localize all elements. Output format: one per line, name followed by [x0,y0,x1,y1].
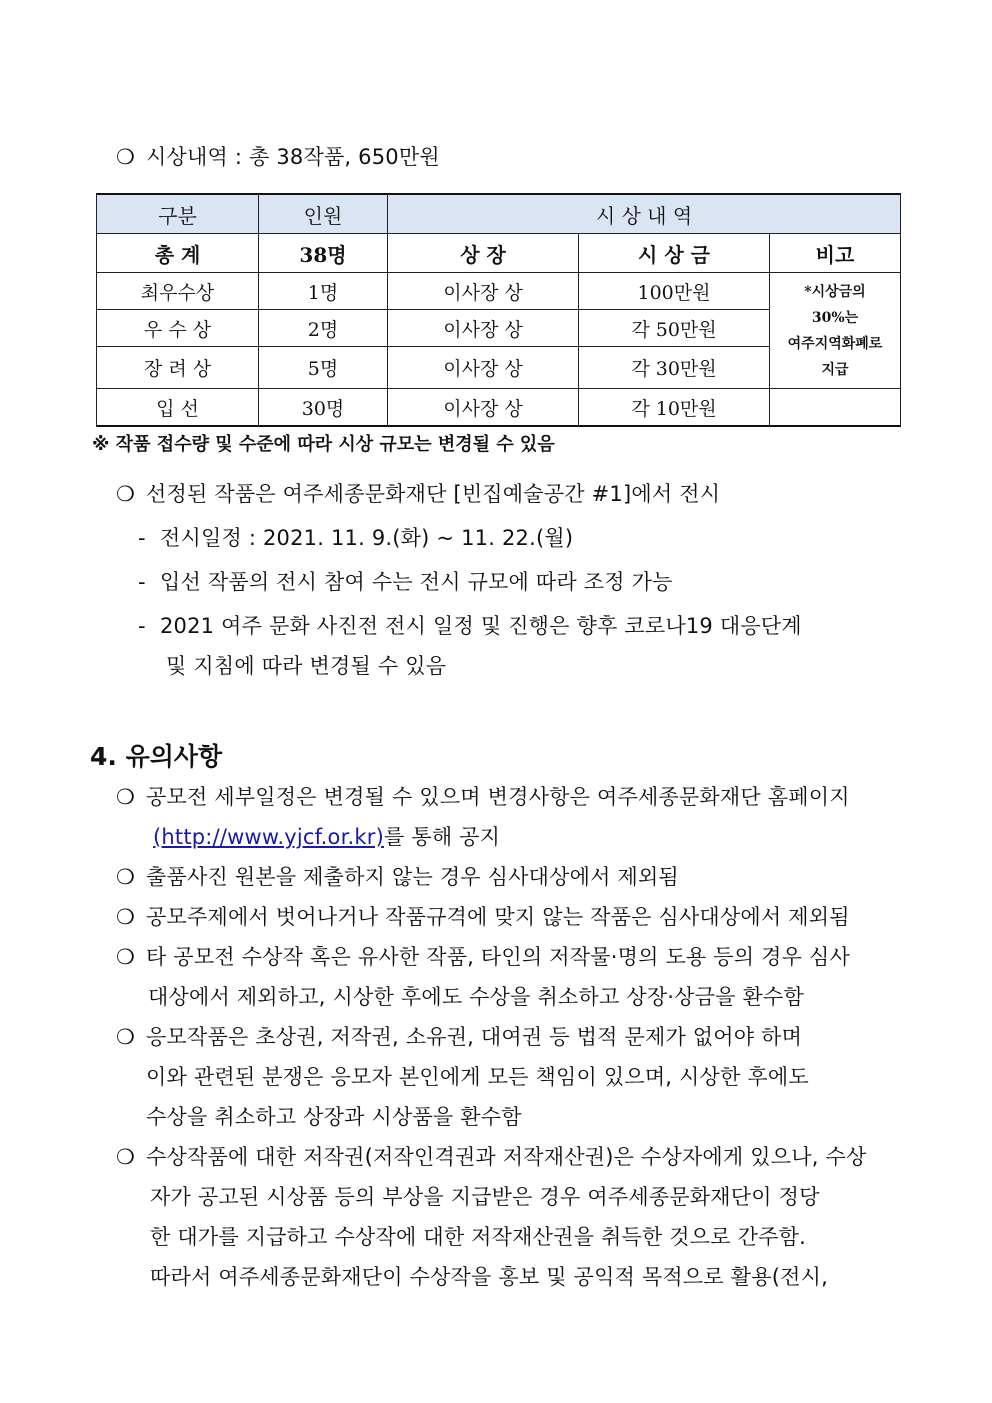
item1-line2 [153,823,500,851]
exhibition-covid [138,612,900,640]
total-prize: 상 장 [388,234,579,273]
award-summary [116,143,440,171]
caution-item-2 [116,863,679,891]
item6-line4: 따라서 여주세종문화재단이 수상작을 홍보 및 공익적 목적으로 활용(전시, [150,1265,828,1289]
circle-bullet-icon: ❍ [116,145,136,169]
circle-bullet-icon: ❍ [116,945,136,969]
item1-rest: 를 통해 공지 [383,825,501,849]
item5-line2: 이와 관련된 분쟁은 응모자 본인에게 모든 책임이 있으며, 시상한 후에도 [146,1065,809,1089]
remark-note [770,273,901,389]
header-category: 구분 [97,194,259,234]
item4-line2: 대상에서 제외하고, 시상한 후에도 수상을 취소하고 상장·상금을 환수함 [148,985,804,1009]
schedule-text: 전시일정 : 2021. 11. 9.(화) ~ 11. 22.(월) [160,526,574,550]
row-prize: 이사장 상 [388,310,579,347]
row-prize: 이사장 상 [388,347,579,389]
row-money: 각 30만원 [579,347,770,389]
exhibition-main-text: 선정된 작품은 여주세종문화재단 [빈집예술공간 #1]에서 전시 [146,482,721,506]
item5-line1: 응모작품은 초상권, 저작권, 소유권, 대여권 등 법적 문제가 없어야 하며 [146,1025,803,1049]
covid-text-line1: 2021 여주 문화 사진전 전시 일정 및 진행은 향후 코로나19 대응단계 [160,614,802,638]
dash-bullet-icon: - [138,526,146,550]
row-category: 입 선 [97,389,259,427]
caution-item-4 [116,943,850,971]
section-heading: 4. 유의사항 [90,742,223,771]
covid-text-line2: 및 지침에 따라 변경될 수 있음 [166,654,447,678]
row-category: 장 려 상 [97,347,259,389]
item4-line1: 타 공모전 수상작 혹은 유사한 작품, 타인의 저작물·명의 도용 등의 경우 심사 [146,945,850,969]
item6-line2: 자가 공고된 시상품 등의 부상을 지급받은 경우 여주세종문화재단이 정당 [150,1185,820,1209]
table-row [97,389,901,427]
item1-line1: 공모전 세부일정은 변경될 수 있으며 변경사항은 여주세종문화재단 홈페이지 [146,785,850,809]
item2-text: 출품사진 원본을 제출하지 않는 경우 심사대상에서 제외됨 [146,865,679,889]
circle-bullet-icon: ❍ [116,865,136,889]
exhibition-scale [138,568,673,596]
item6-line3: 한 대가를 지급하고 수상작에 대한 저작재산권을 취득한 것으로 간주함. [150,1225,806,1249]
circle-bullet-icon: ❍ [116,785,136,809]
homepage-link[interactable]: (http://www.yjcf.or.kr) [153,825,384,849]
total-people: 38명 [259,234,388,273]
item5-line3: 수상을 취소하고 상장과 시상품을 환수함 [146,1105,522,1129]
scale-text: 입선 작품의 전시 참여 수는 전시 규모에 따라 조정 가능 [160,570,673,594]
note-line: *시상금의 [804,283,866,300]
award-table [96,193,901,427]
item6-line1: 수상작품에 대한 저작권(저작인격권과 저작재산권)은 수상자에게 있으나, 수상 [146,1145,867,1169]
dash-bullet-icon: - [138,614,146,638]
circle-bullet-icon: ❍ [116,482,136,506]
award-summary-text: 시상내역 : 총 38작품, 650만원 [146,145,440,169]
notice-text: ※ 작품 접수량 및 수준에 따라 시상 규모는 변경될 수 있음 [92,434,555,455]
row-category: 최우수상 [97,273,259,310]
dash-bullet-icon: - [138,570,146,594]
circle-bullet-icon: ❍ [116,1145,136,1169]
row-category: 우 수 상 [97,310,259,347]
table-row [97,273,901,310]
total-money: 시 상 금 [579,234,770,273]
total-remark: 비고 [770,234,901,273]
total-label: 총 계 [97,234,259,273]
caution-item-1 [116,783,850,811]
note-line: 지급 [821,361,849,378]
caution-item-6 [116,1143,866,1171]
row-prize: 이사장 상 [388,273,579,310]
circle-bullet-icon: ❍ [116,1025,136,1049]
caution-item-3 [116,903,850,931]
row-people: 2명 [259,310,388,347]
note-line: 30%는 [811,309,859,326]
row-people: 5명 [259,347,388,389]
row-money: 각 10만원 [579,389,770,427]
item3-text: 공모주제에서 벗어나거나 작품규격에 맞지 않는 작품은 심사대상에서 제외됨 [146,905,850,929]
table-header-row [97,194,901,234]
header-people: 인원 [259,194,388,234]
caution-item-5 [116,1023,802,1051]
exhibition-main [116,480,720,508]
row-people: 1명 [259,273,388,310]
row-money: 각 50만원 [579,310,770,347]
table-total-row [97,234,901,273]
exhibition-schedule [138,524,573,552]
circle-bullet-icon: ❍ [116,905,136,929]
header-details: 시 상 내 역 [388,194,901,234]
row-prize: 이사장 상 [388,389,579,427]
empty-remark [770,389,901,427]
row-money: 100만원 [579,273,770,310]
row-people: 30명 [259,389,388,427]
note-line: 여주지역화폐로 [787,335,883,352]
